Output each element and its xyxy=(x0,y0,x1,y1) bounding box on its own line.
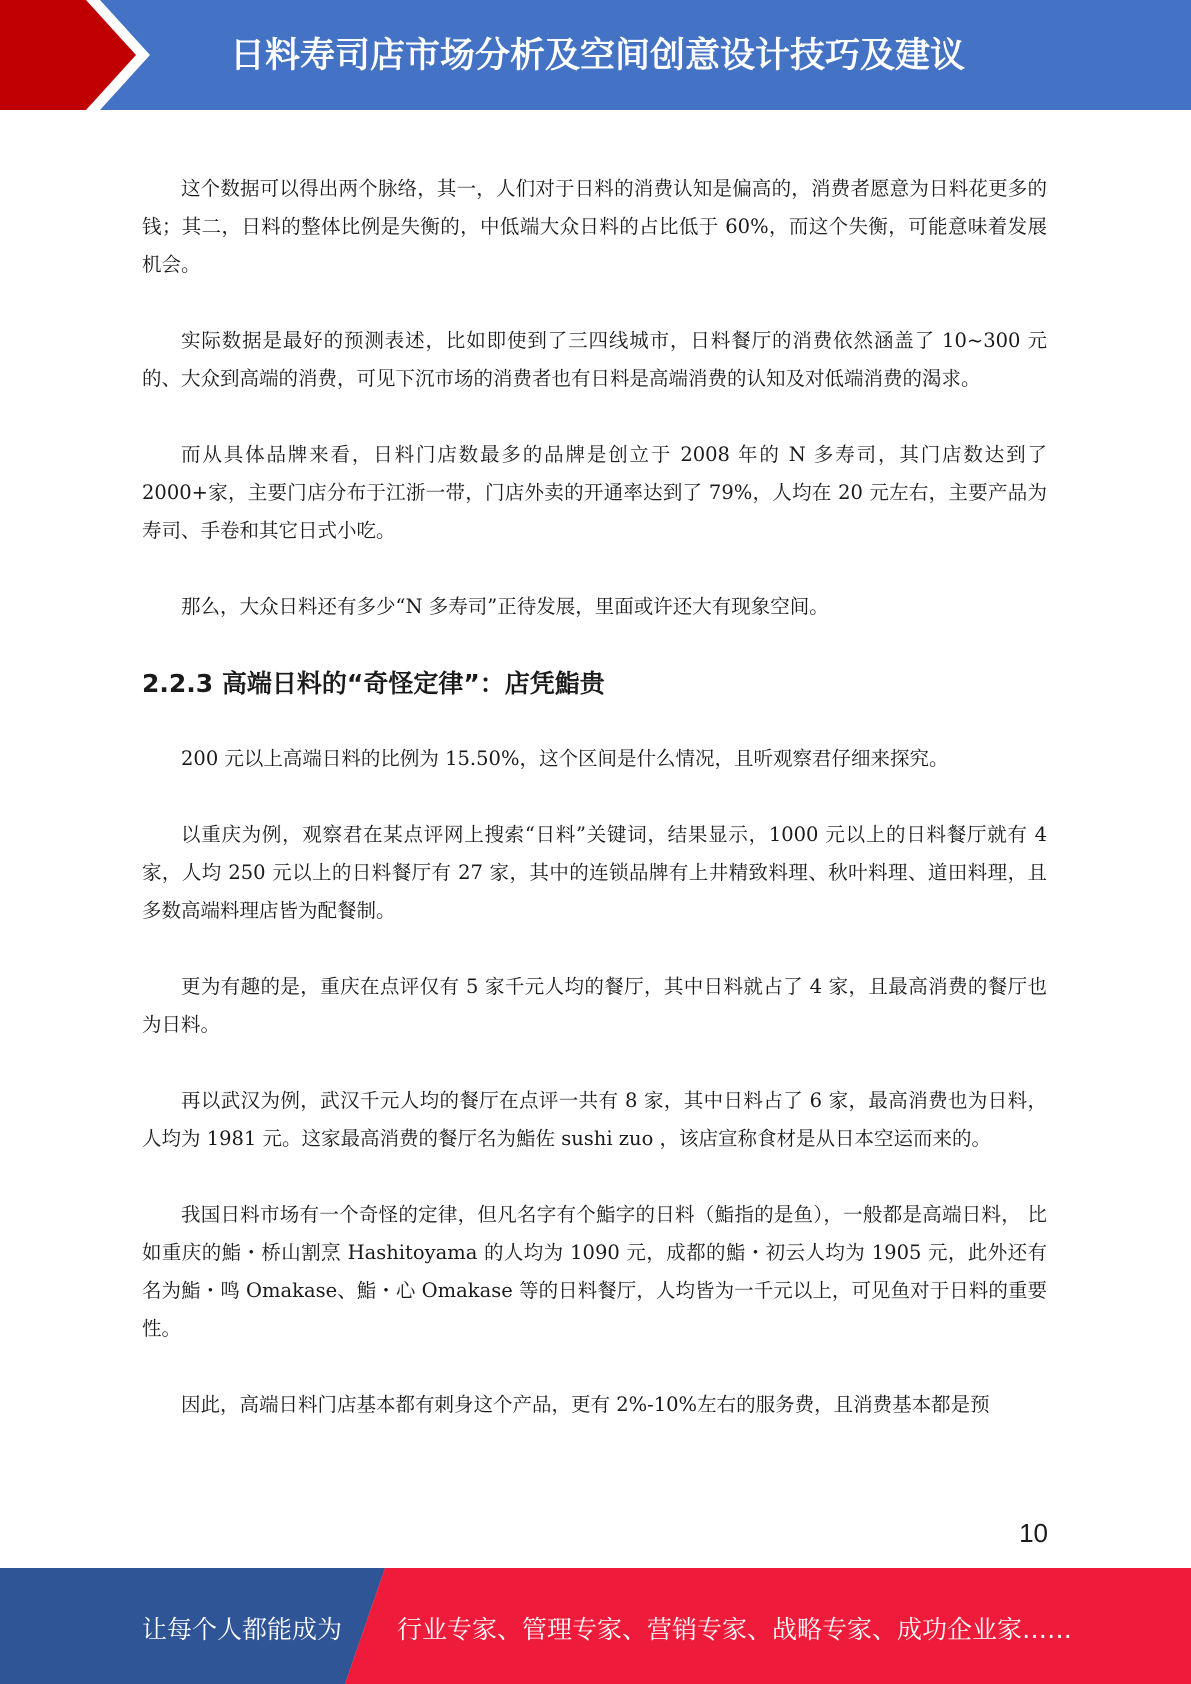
footer-slogan-left: 让每个人都能成为 xyxy=(142,1615,343,1644)
paragraph: 因此，高端日料门店基本都有刺身这个产品，更有 2%-10%左右的服务费，且消费基本都是预 xyxy=(181,1393,990,1416)
page-number: 10 xyxy=(1019,1518,1048,1548)
paragraph: 200 元以上高端日料的比例为 15.50%，这个区间是什么情况，且听观察君仔细来探究。 xyxy=(181,747,949,770)
page-footer xyxy=(0,1568,1191,1684)
paragraph: 而从具体品牌来看，日料门店数最多的品牌是创立于 2008 年的 N 多寿司，其门店数达到了 2000+家，主要门店分布于江浙一带，门店外卖的开通率达到了 79%，人均在 20 元左右，主要产品为寿司、手卷和其它日式小吃。 xyxy=(142,443,1047,542)
paragraph: 那么，大众日料还有多少“N 多寿司”正待发展，里面或许还大有现象空间。 xyxy=(181,595,829,618)
section-heading: 2.2.3 高端日料的“奇怪定律”：店凭鮨贵 xyxy=(142,669,605,698)
footer-slogan-right: 行业专家、管理专家、营销专家、战略专家、成功企业家…… xyxy=(397,1615,1073,1644)
paragraph: 实际数据是最好的预测表述，比如即使到了三四线城市，日料餐厅的消费依然涵盖了 10~300 元的、大众到高端的消费，可见下沉市场的消费者也有日料是高端消费的认知及对低端消费的渴求。 xyxy=(142,329,1047,390)
document-body xyxy=(142,170,1047,1462)
header-arrow-decoration xyxy=(0,0,160,110)
header-arrow-red xyxy=(0,0,136,110)
paragraph: 再以武汉为例，武汉千元人均的餐厅在点评一共有 8 家，其中日料占了 6 家，最高消费也为日料，人均为 1981 元。这家最高消费的餐厅名为鮨佐 sushi zuo ，该店宣称食材是从日本空运而来的。 xyxy=(142,1089,1047,1150)
paragraph: 更为有趣的是，重庆在点评仅有 5 家千元人均的餐厅，其中日料就占了 4 家，且最高消费的餐厅也为日料。 xyxy=(142,975,1047,1036)
paragraph: 以重庆为例，观察君在某点评网上搜索“日料”关键词，结果显示，1000 元以上的日料餐厅就有 4 家，人均 250 元以上的日料餐厅有 27 家，其中的连锁品牌有上井精致料理、秋叶料理、道田料理，且多数高端料理店皆为配餐制。 xyxy=(142,823,1047,922)
paragraph: 这个数据可以得出两个脉络，其一，人们对于日料的消费认知是偏高的，消费者愿意为日料花更多的钱；其二，日料的整体比例是失衡的，中低端大众日料的占比低于 60%，而这个失衡，可能意味着发展机会。 xyxy=(142,177,1047,276)
document-title: 日料寿司店市场分析及空间创意设计技巧及建议 xyxy=(230,36,966,76)
page-header xyxy=(0,0,1191,110)
paragraph: 我国日料市场有一个奇怪的定律，但凡名字有个鮨字的日料（鮨指的是鱼），一般都是高端日料， 比如重庆的鮨・桥山割烹 Hashitoyama 的人均为 1090 元，成都的鮨・初云人均为 1905 元，此外还有名为鮨・鸣 Omakase、鮨・心 Omakase 等的日料餐厅，人均皆为一千元以上，可见鱼对于日料的重要性。 xyxy=(142,1203,1047,1340)
